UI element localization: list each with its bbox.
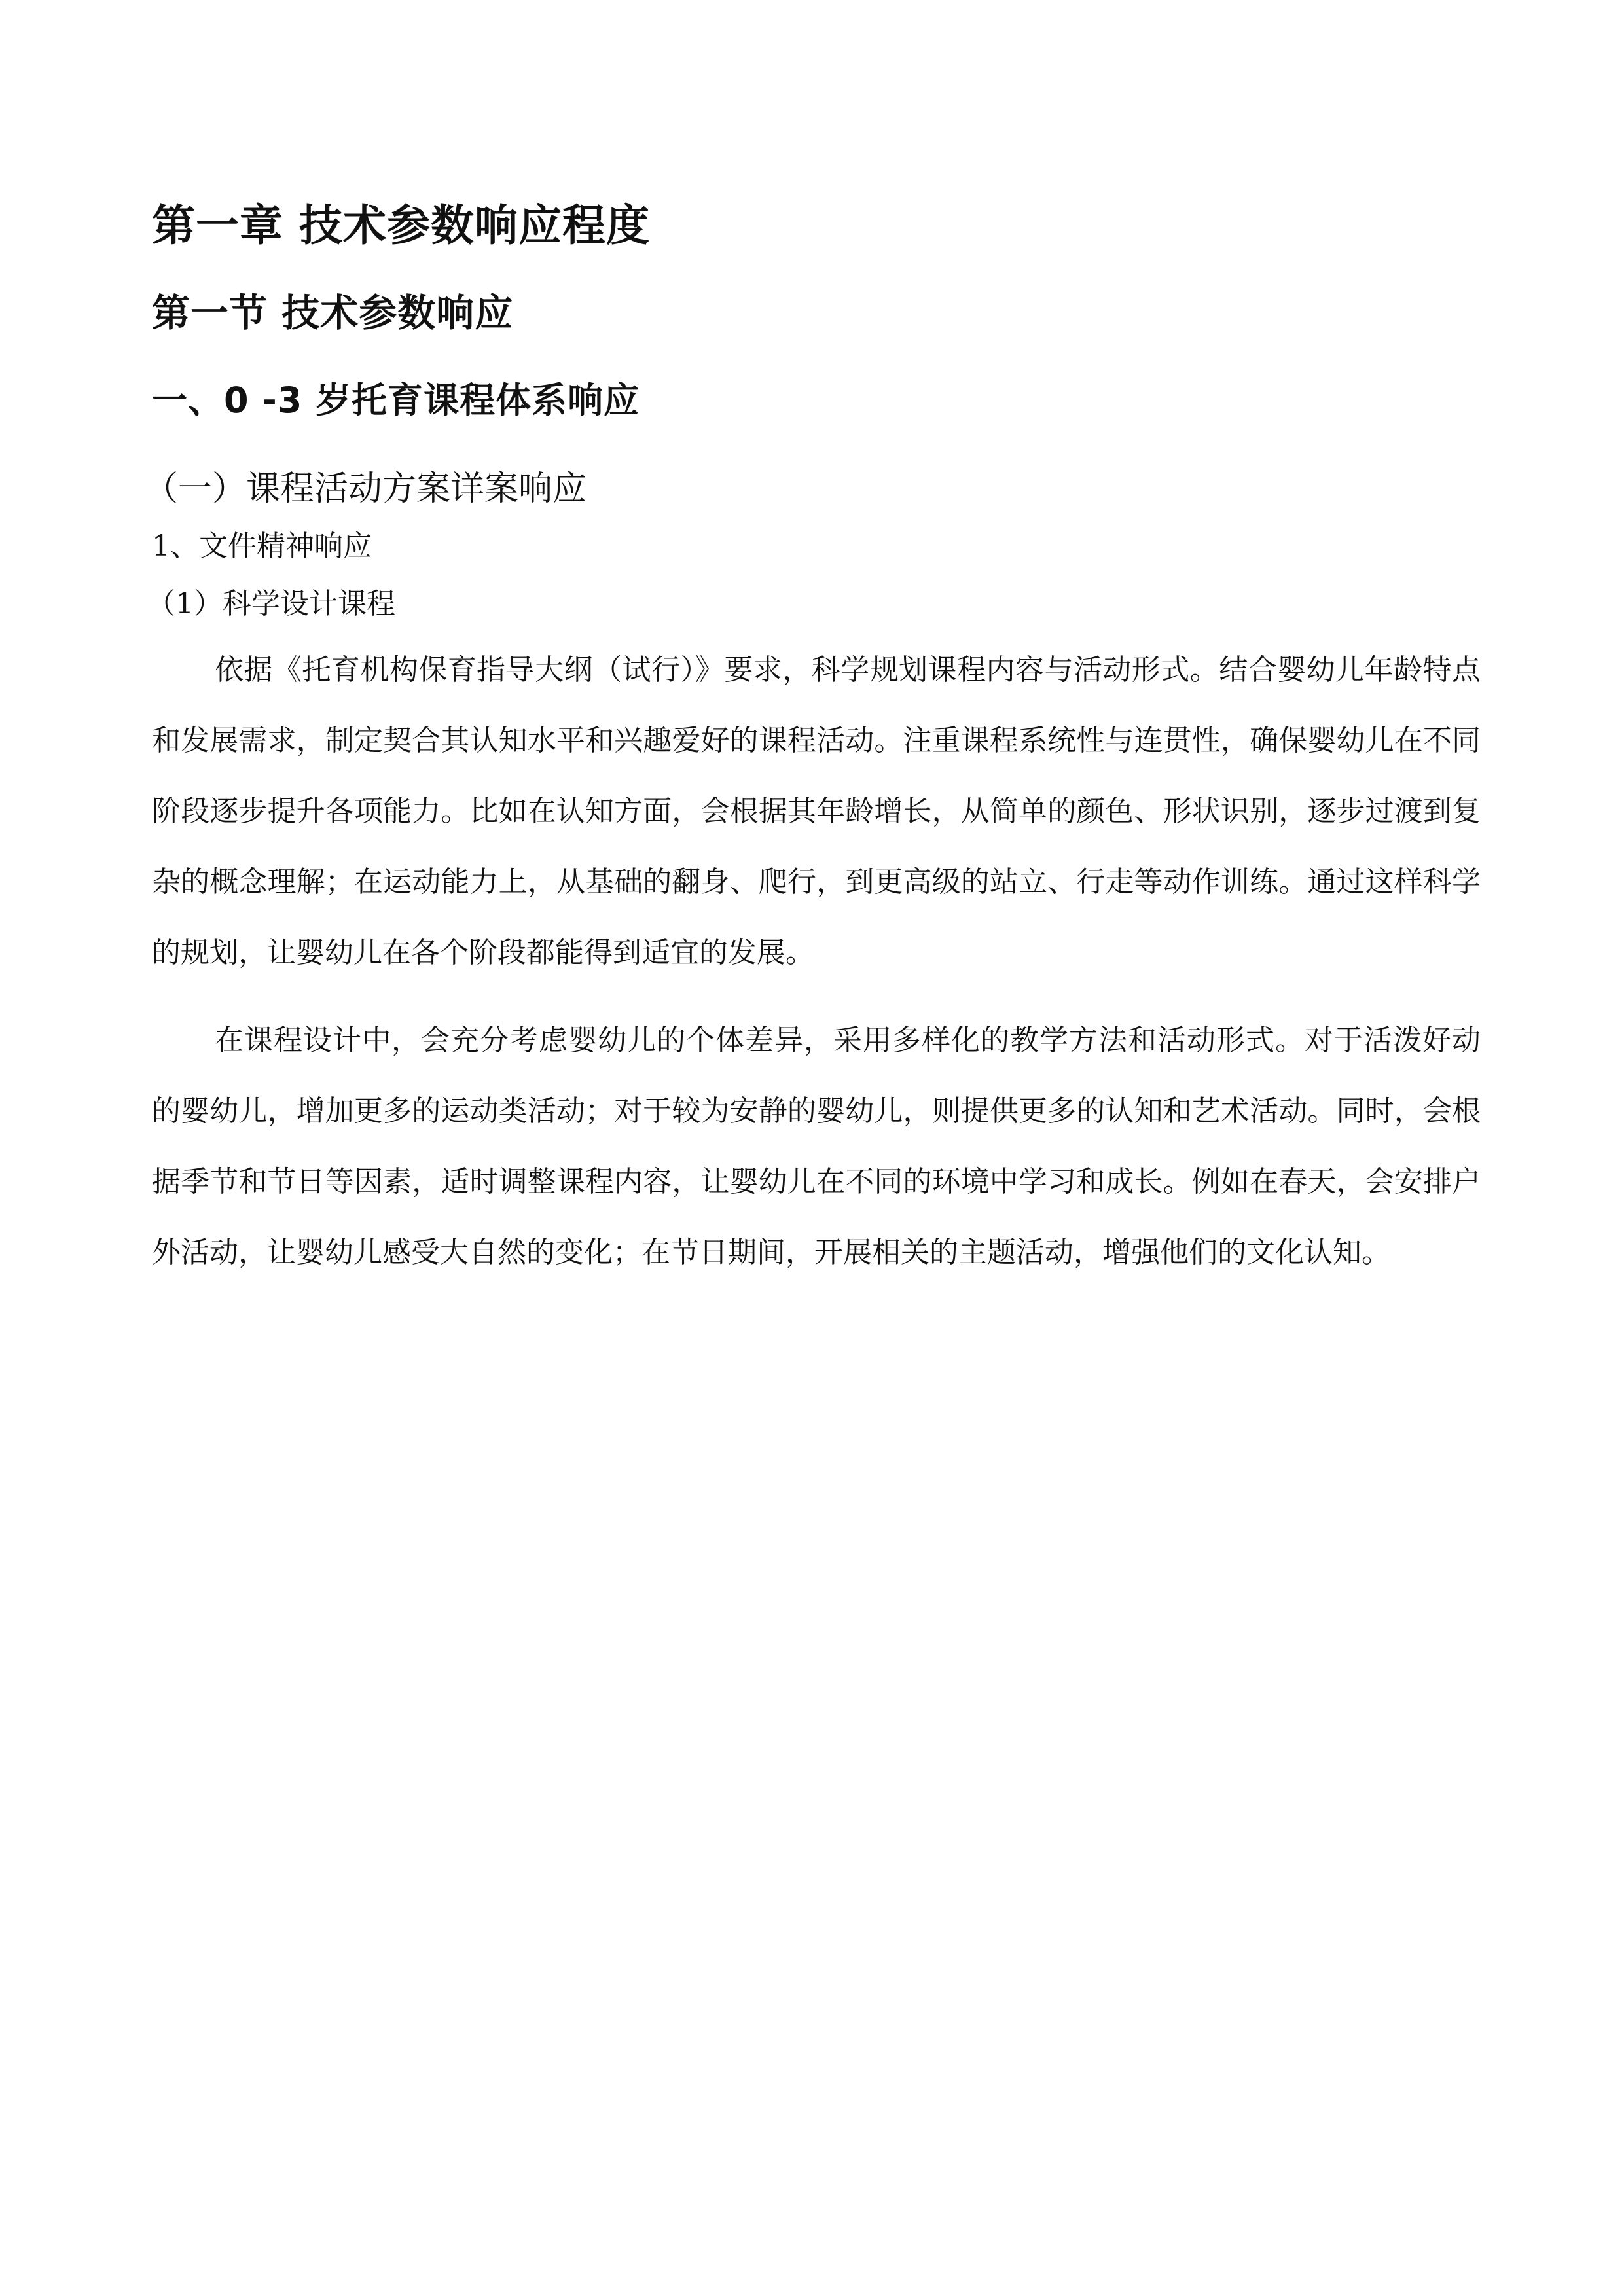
item-title: （一）课程活动方案详案响应 (144, 469, 587, 509)
document-body (144, 196, 1481, 1305)
section-title: 第一节 技术参数响应 (152, 291, 514, 335)
paragraph-1: 依据《托育机构保育指导大纲（试行）》要求，科学规划课程内容与活动形式。结合婴幼儿年龄特点和发展需求，制定契合其认知水平和兴趣爱好的课程活动。注重课程系统性与连贯性，确保婴幼儿在不同阶段逐步提升各项能力。比如在认知方面，会根据其年龄增长，从简单的颜色、形状识别，逐步过渡到复杂的概念理解；在运动能力上，从基础的翻身、爬行，到更高级的站立、行走等动作训练。通过这样科学的规划，让婴幼儿在各个阶段都能得到适宜的发展。 (152, 653, 1481, 969)
subsection-title: 一、0 -3 岁托育课程体系响应 (152, 380, 640, 421)
paragraph-2: 在课程设计中，会充分考虑婴幼儿的个体差异，采用多样化的教学方法和活动形式。对于活泼好动的婴幼儿，增加更多的运动类活动；对于较为安静的婴幼儿，则提供更多的认知和艺术活动。同时，会根据季节和节日等因素，适时调整课程内容，让婴幼儿在不同的环境中学习和成长。例如在春天，会安排户外活动，让婴幼儿感受大自然的变化；在节日期间，开展相关的主题活动，增强他们的文化认知。 (152, 1024, 1481, 1269)
subitem-title: 1、文件精神响应 (152, 529, 372, 563)
chapter-title: 第一章 技术参数响应程度 (152, 200, 650, 251)
point-title: （1）科学设计课程 (147, 587, 395, 620)
